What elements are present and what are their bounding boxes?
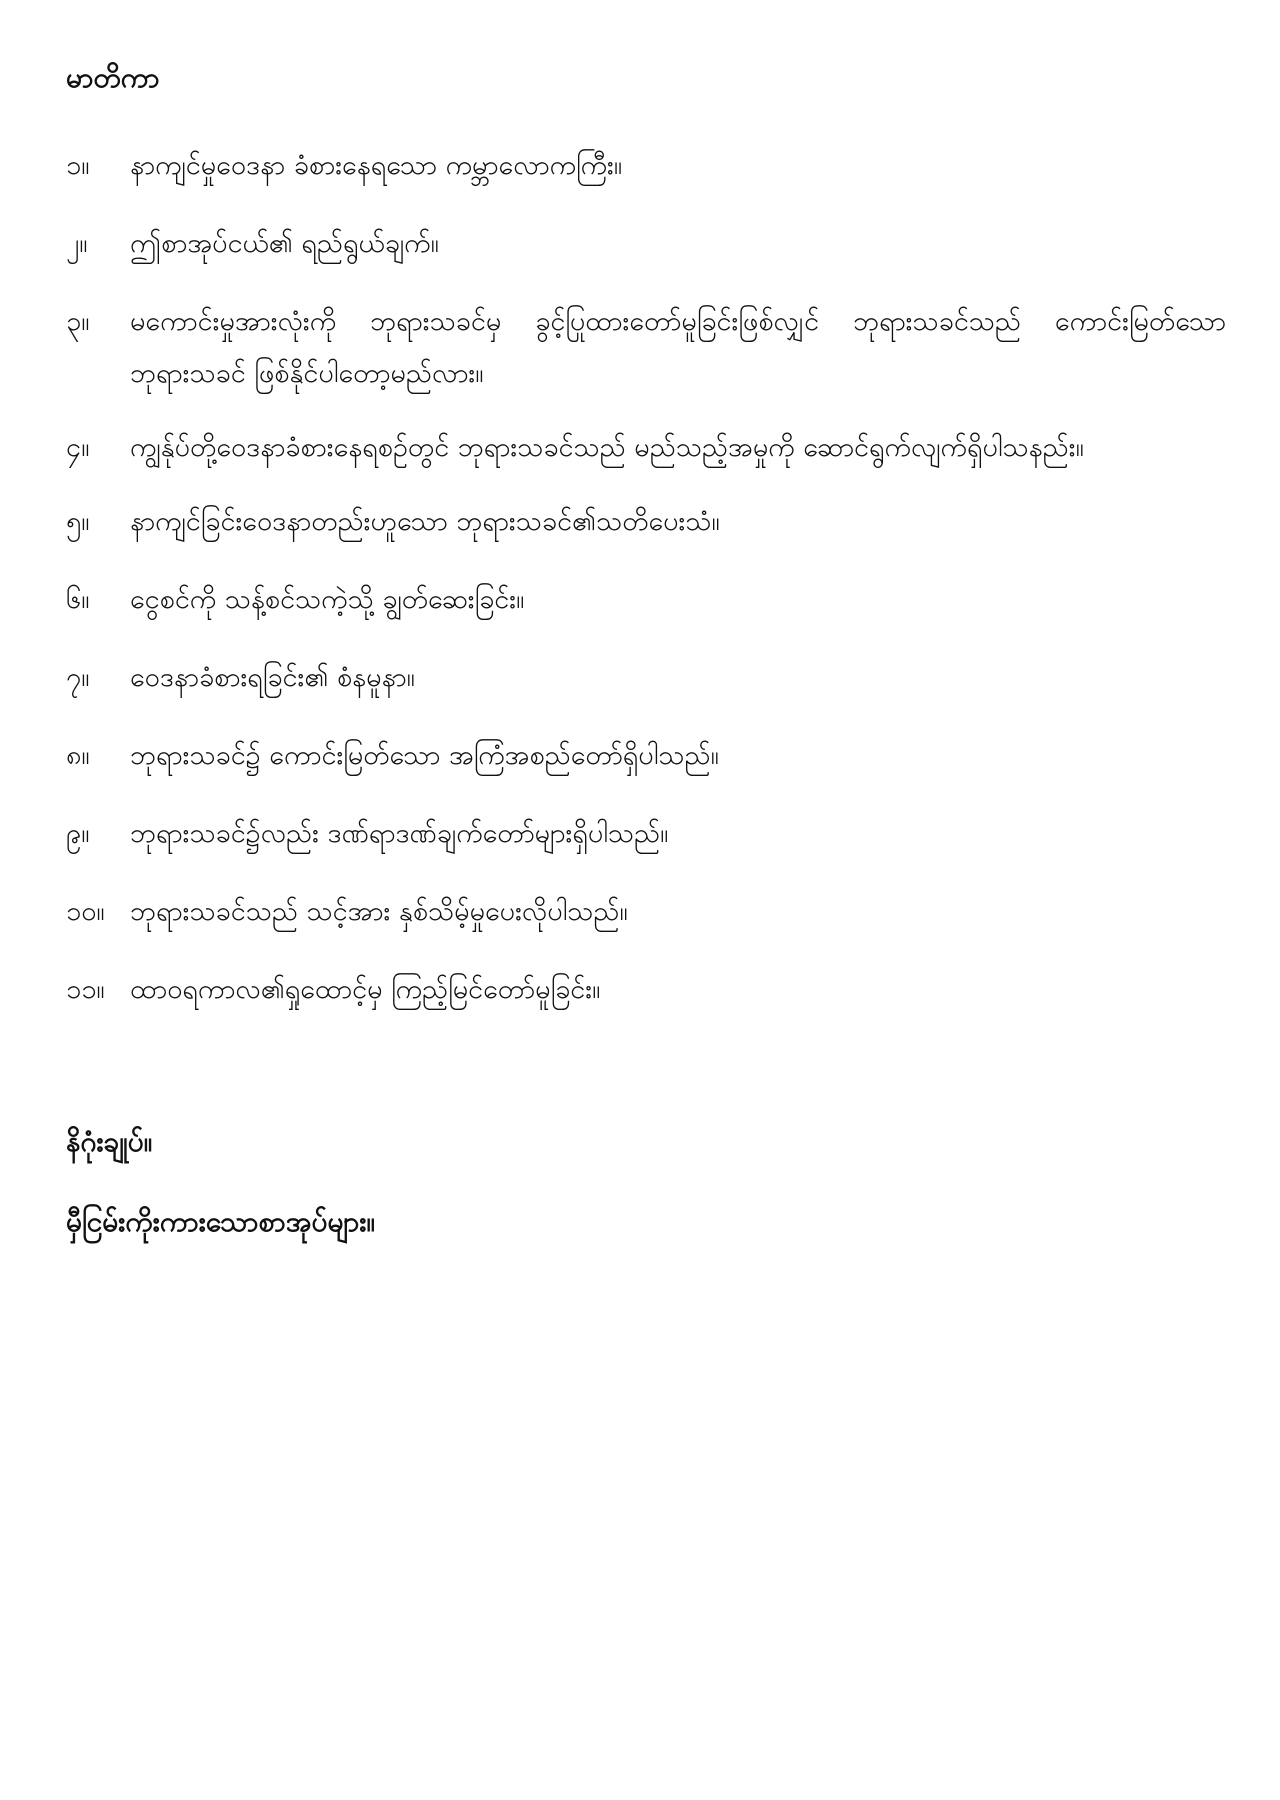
toc-item-text: ဤစာအုပ်ငယ်၏ ရည်ရွယ်ချက်။: [130, 228, 439, 259]
toc-item: [66, 422, 1226, 474]
toc-item: [66, 886, 1226, 938]
toc-item-text: ဘုရားသခင်သည် သင့်အား နှစ်သိမ့်မှုပေးလိုပါသည်။: [130, 896, 628, 927]
toc-item: [66, 140, 1226, 192]
toc-item-number: ၅။: [66, 506, 90, 537]
toc-item-number: ၃။: [66, 306, 90, 337]
toc-item: [66, 964, 1226, 1016]
toc-item-text: ထာဝရကာလ၏ရှုထောင့်မှ ကြည့်မြင်တော်မူခြင်း။: [130, 974, 601, 1005]
toc-item-number: ၁၁။: [66, 974, 105, 1005]
toc-item: [66, 218, 1226, 270]
toc-item-text: ကျွန်ုပ်တို့ဝေဒနာခံစားနေရစဉ်တွင် ဘုရားသခင်သည် မည်သည့်အမှုကို ဆောင်ရွက်လျက်ရှိပါသနည်း။: [130, 432, 1084, 463]
toc-item-text: ဘုရားသခင်၌လည်း ဒဏ်ရာဒဏ်ချက်တော်များရှိပါသည်။: [130, 818, 669, 849]
toc-item-text: နာကျင်မှုဝေဒနာ ခံစားနေရသော ကမ္ဘာလောကကြီး။: [130, 150, 623, 181]
toc-item-number: ၉။: [66, 818, 90, 849]
toc-item-number: ၇။: [66, 662, 90, 693]
toc-item-text: ဘုရားသခင်၌ ကောင်းမြတ်သော အကြံအစည်တော်ရှိပါသည်။: [130, 740, 719, 771]
toc-item: [66, 652, 1226, 704]
toc-item-text: နာကျင်ခြင်းဝေဒနာတည်းဟူသော ဘုရားသခင်၏သတိပေးသံ။: [130, 506, 720, 537]
toc-item-number: ၄။: [66, 432, 90, 463]
toc-item-number: ၁။: [66, 150, 90, 181]
toc-item-text: မကောင်းမှုအားလုံးကို ဘုရားသခင်မှ ခွင့်ပြုထားတော်မူခြင်းဖြစ်လျှင် ဘုရားသခင်သည် ကောင်းမြတ်သော ဘုရားသခင် ဖြစ်နိုင်ပါတော့မည်လား။: [130, 306, 1226, 389]
toc-item: [66, 496, 1226, 548]
references-heading: မှီငြမ်းကိုးကားသောစာအုပ်များ။: [66, 1205, 376, 1238]
toc-item-text: ငွေစင်ကို သန့်စင်သကဲ့သို့ ချွတ်ဆေးခြင်း။: [130, 584, 525, 615]
toc-item-number: ၆။: [66, 584, 90, 615]
toc-item-number: ၈။: [66, 740, 90, 771]
toc-item: [66, 730, 1226, 782]
toc-item: [66, 808, 1226, 860]
toc-item-number: ၁၀။: [66, 896, 105, 927]
toc-title: မာတိကာ: [66, 61, 160, 94]
toc-item-number: ၂။: [66, 228, 88, 259]
toc-item: [66, 296, 1226, 400]
summary-heading: နိဂုံးချုပ်။: [66, 1125, 153, 1158]
toc-item: [66, 574, 1226, 626]
toc-item-text: ဝေဒနာခံစားရခြင်း၏ စံနမူနာ။: [130, 662, 415, 693]
table-of-contents: [66, 140, 1226, 1042]
